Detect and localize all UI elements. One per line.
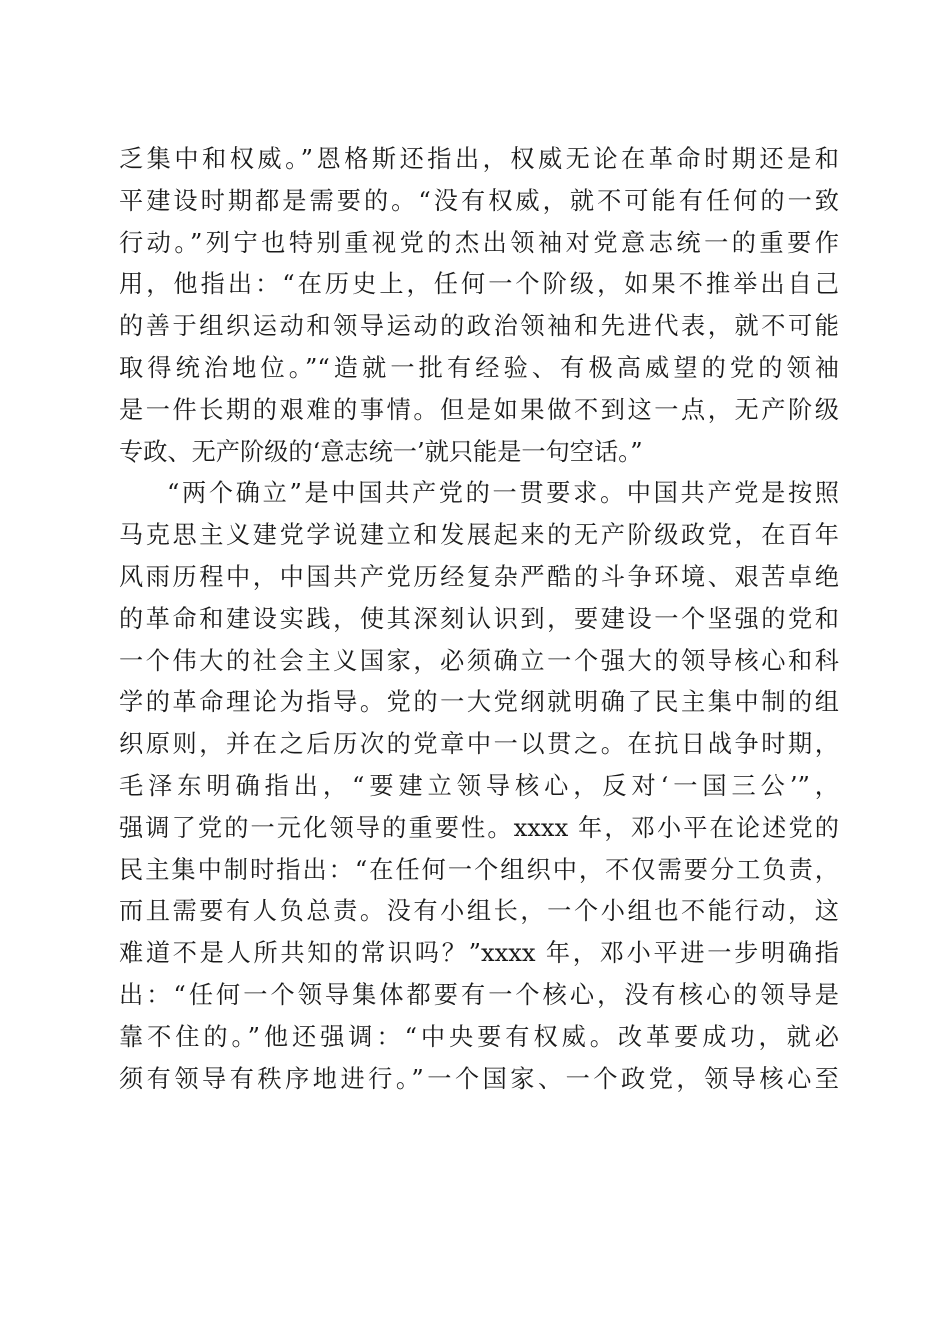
text-line: 难道不是人所共知的常识吗？”xxxx 年，邓小平进一步明确指 — [119, 939, 839, 968]
text-line: 靠不住的。”他还强调：“中央要有权威。改革要成功，就必 — [119, 1022, 839, 1051]
paragraph — [119, 473, 839, 1100]
text-line: 乏集中和权威。”恩格斯还指出，权威无论在革命时期还是和 — [119, 145, 839, 173]
text-line: 须有领导有秩序地进行。”一个国家、一个政党，领导核心至 — [119, 1064, 839, 1093]
text-line: 的善于组织运动和领导运动的政治领袖和先进代表，就不可能 — [119, 312, 839, 341]
text-line: 出：“任何一个领导集体都要有一个核心，没有核心的领导是 — [119, 980, 839, 1009]
text-line: 取得统治地位。”“造就一批有经验、有极高威望的党的领袖 — [119, 353, 839, 382]
text-line: 马克思主义建党学说建立和发展起来的无产阶级政党，在百年 — [119, 521, 839, 550]
text-line: 毛泽东明确指出，“要建立领导核心，反对‘一国三公’”， — [119, 771, 839, 800]
body-text — [119, 139, 839, 1100]
text-line: 织原则，并在之后历次的党章中一以贯之。在抗日战争时期， — [119, 730, 839, 759]
text-line: 行动。”列宁也特别重视党的杰出领袖对党意志统一的重要作 — [119, 228, 839, 257]
text-line: 的革命和建设实践，使其深刻认识到，要建设一个坚强的党和 — [119, 604, 839, 633]
paragraph — [119, 139, 839, 473]
text-line: 平建设时期都是需要的。“没有权威，就不可能有任何的一致 — [119, 186, 839, 215]
text-line: 是一件长期的艰难的事情。但是如果做不到这一点，无产阶级 — [119, 395, 839, 424]
text-line: 学的革命理论为指导。党的一大党纲就明确了民主集中制的组 — [119, 688, 839, 717]
text-line: 风雨历程中，中国共产党历经复杂严酷的斗争环境、艰苦卓绝 — [119, 562, 839, 591]
text-line: 一个伟大的社会主义国家，必须确立一个强大的领导核心和科 — [119, 646, 839, 675]
text-line: 专政、无产阶级的‘意志统一’就只能是一句空话。” — [119, 437, 643, 466]
text-line: 用，他指出：“在历史上，任何一个阶级，如果不推举出自己 — [119, 270, 839, 299]
text-line: 强调了党的一元化领导的重要性。xxxx 年，邓小平在论述党的 — [119, 813, 839, 842]
text-line: 民主集中制时指出：“在任何一个组织中，不仅需要分工负责， — [119, 855, 839, 884]
text-line: “两个确立”是中国共产党的一贯要求。中国共产党是按照 — [167, 479, 839, 508]
text-line: 而且需要有人负总责。没有小组长，一个小组也不能行动，这 — [119, 897, 839, 926]
